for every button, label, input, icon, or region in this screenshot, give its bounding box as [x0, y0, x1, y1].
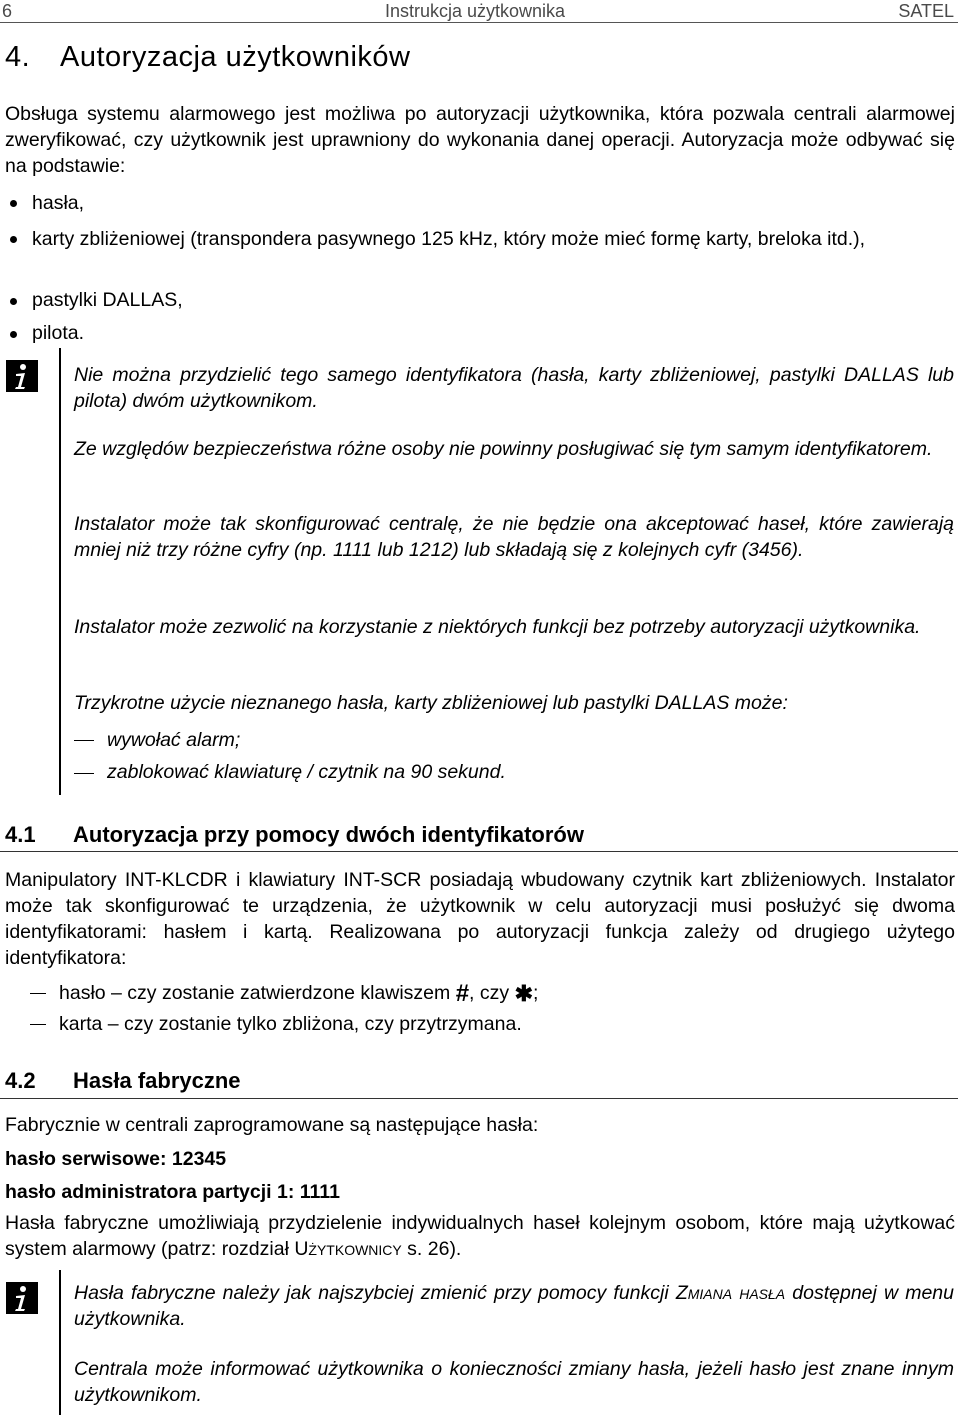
- dash-item-password: [59, 980, 949, 1006]
- bullet-dot: [10, 236, 17, 243]
- heading-rule: [0, 1098, 958, 1099]
- function-reference: Zmiana hasła: [675, 1282, 786, 1304]
- page-number: 6: [2, 1, 13, 21]
- note-text: Centrala może informować użytkownika o konieczności zmiany hasła, jeżeli hasło jest znane innym użytkownikom.: [74, 1358, 954, 1406]
- header-rule: [0, 22, 958, 23]
- dash-item-text: hasło – czy zostanie zatwierdzone klawiszem: [59, 982, 451, 1004]
- section-number: 4.: [5, 41, 31, 73]
- section-4-2-intro: Fabrycznie w centrali zaprogramowane są następujące hasła:: [5, 1114, 539, 1136]
- info-icon: [6, 1282, 38, 1314]
- star-key-icon: ✱: [514, 980, 533, 1006]
- dash-marker: [30, 1024, 46, 1025]
- bullet-item: karty zbliżeniowej (transpondera pasywnego 125 kHz, który może mieć formę karty, breloka itd.),: [32, 228, 866, 250]
- section-title: Hasła fabryczne: [73, 1068, 241, 1093]
- note-text: Instalator może tak skonfigurować centralę, że nie będzie ona akceptować haseł, które zawierają mniej niż trzy różne cyfry (np. 1111 lub 1212) lub składają się z kolejnych cyfr (3456).: [74, 513, 954, 561]
- note-bar: [59, 348, 61, 795]
- section-title: Autoryzacja przy pomocy dwóch identyfikatorów: [73, 822, 584, 847]
- dash-item-text-mid: , czy: [469, 982, 510, 1004]
- hash-key-icon: #: [455, 979, 470, 1007]
- note-text-part: Hasła fabryczne należy jak najszybciej zmienić przy pomocy funkcji: [74, 1282, 676, 1304]
- dash-item-card: karta – czy zostanie tylko zbliżona, czy przytrzymana.: [59, 1013, 522, 1035]
- info-icon: [6, 360, 38, 392]
- dash-marker: [30, 993, 46, 994]
- bullet-dot: [10, 298, 17, 305]
- body-text-end: s. 26).: [401, 1238, 462, 1260]
- section-number: 4.2: [5, 1068, 36, 1093]
- section-title: Autoryzacja użytkowników: [60, 41, 411, 73]
- section-4-1-body: Manipulatory INT-KLCDR i klawiatury INT-SCR posiadają wbudowany czytnik kart zbliżeniowych. Instalator może tak skonfigurować te urządzenia, że użytkownik w celu autoryzacji musi posłużyć się dwoma identyfikatorami: hasłem i kartą. Realizowana po autoryzacji funkcja zależy od drugiego użytego identyfikatora:: [5, 869, 955, 969]
- brand-name: SATEL: [898, 1, 954, 21]
- section-4-intro: Obsługa systemu alarmowego jest możliwa po autoryzacji użytkownika, która pozwala centrali alarmowej zweryfikować, czy użytkownik jest uprawniony do wykonania danej operacji. Autoryzacja może odbywać się na podstawie:: [5, 103, 955, 177]
- note-text: [74, 1280, 954, 1332]
- body-text: Hasła fabryczne umożliwiają przydzielenie indywidualnych haseł kolejnym osobom, które mają użytkować system alarmowy (patrz: rozdział: [5, 1212, 955, 1260]
- section-4-2-body: [5, 1210, 955, 1262]
- bullet-item: pastylki DALLAS,: [32, 289, 183, 311]
- section-4-2-heading: [5, 1067, 241, 1095]
- note-text: Instalator może zezwolić na korzystanie z niektórych funkcji bez potrzeby autoryzacji użytkownika.: [74, 616, 921, 638]
- note-text-end: dostępnej w menu użytkownika.: [74, 1282, 954, 1330]
- bullet-dot: [10, 331, 17, 338]
- bullet-dot: [10, 200, 17, 207]
- bullet-item: hasła,: [32, 192, 85, 214]
- note-bar: [59, 1270, 61, 1415]
- note-text: Trzykrotne użycie nieznanego hasła, karty zbliżeniowej lub pastylki DALLAS może:: [74, 692, 788, 714]
- note-dash-item: zablokować klawiaturę / czytnik na 90 sekund.: [107, 761, 506, 783]
- dash-marker: [74, 740, 94, 741]
- note-text: Ze względów bezpieczeństwa różne osoby nie powinny posługiwać się tym samym identyfikatorem.: [74, 438, 933, 460]
- note-dash-item: wywołać alarm;: [107, 729, 241, 751]
- section-4-1-heading: [5, 821, 584, 849]
- admin-password: hasło administratora partycji 1: 1111: [5, 1181, 340, 1203]
- note-text: Nie można przydzielić tego samego identyfikatora (hasła, karty zbliżeniowej, pastylki DALLAS lub pilota) dwóm użytkownikom.: [74, 364, 954, 412]
- section-4-heading: [5, 40, 410, 74]
- chapter-reference: Użytkownicy: [294, 1238, 402, 1260]
- heading-rule: [0, 851, 958, 852]
- section-number: 4.1: [5, 822, 36, 847]
- bullet-item: pilota.: [32, 322, 85, 344]
- document-title: Instrukcja użytkownika: [385, 1, 566, 21]
- dash-item-text-end: ;: [533, 982, 539, 1004]
- service-password: hasło serwisowe: 12345: [5, 1148, 227, 1170]
- dash-marker: [74, 773, 94, 774]
